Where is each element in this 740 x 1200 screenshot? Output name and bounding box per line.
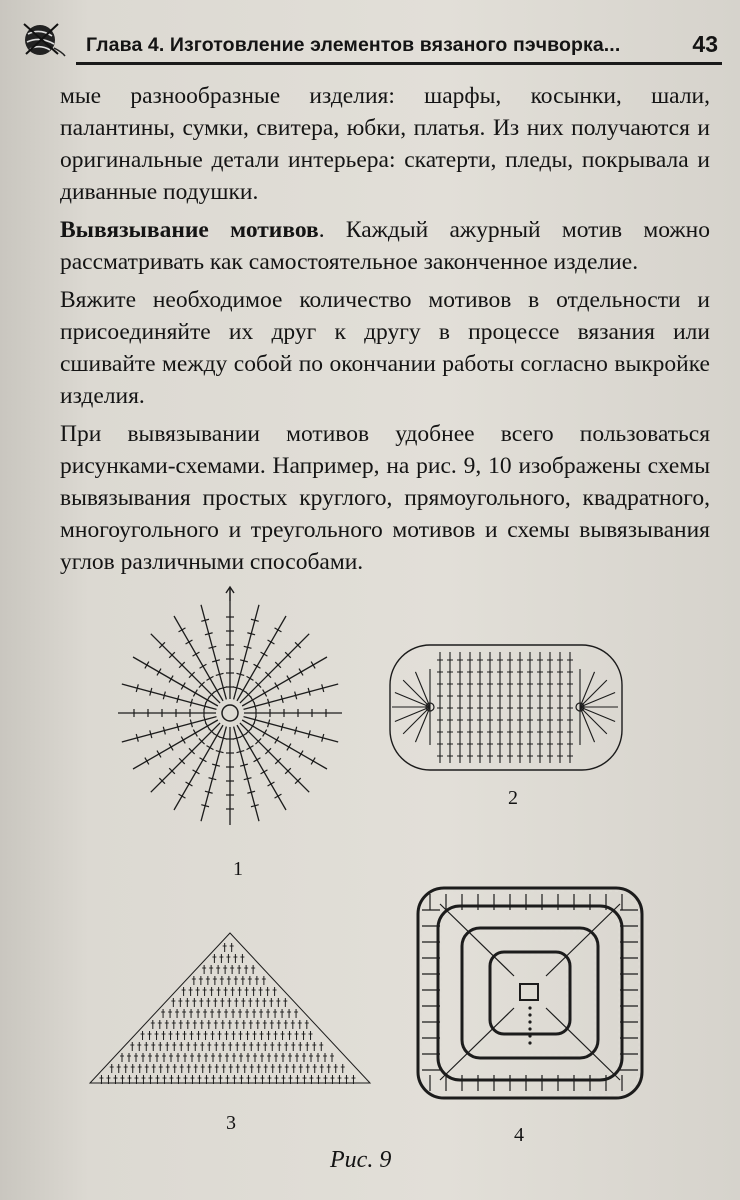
paragraph-1: мые разнообразные изделия: шарфы, косынки, шали, палантины, сумки, свитера, юбки, платья. Из них получаются и оригинальные детали интерьера: скатерти, пледы, покрывала и диванные подушки. <box>60 83 710 205</box>
figure-caption: Рис. 9 <box>330 1147 392 1173</box>
yarn-ball-icon <box>18 18 66 58</box>
body-text <box>60 80 710 578</box>
figure-label-2: 2 <box>508 787 518 809</box>
header-rule <box>76 62 722 65</box>
paragraph-2 <box>60 214 710 278</box>
triangle-motif-diagram <box>80 915 380 1095</box>
figure-label-4: 4 <box>514 1124 524 1146</box>
square-motif-diagram <box>410 880 650 1105</box>
paragraph-4: При вывязывании мотивов удобнее всего пользоваться рисунками-схемами. Например, на рис. 9, 10 изображены схемы вывязывания простых круглого, прямоугольного, квадратного, многоугольного и треугольного мотивов и схемы вывязывания углов различными способами. <box>60 421 710 575</box>
paragraph-3: Вяжите необходимое количество мотивов в отдельности и присоединяйте их друг к другу в процессе вязания или сшивайте между собой по окончании работы согласно выкройке изделия. <box>60 287 710 409</box>
rectangular-motif-diagram <box>385 640 630 775</box>
paragraph-2-heading: Вывязывание мотивов <box>60 217 319 243</box>
running-header <box>14 14 726 60</box>
figure-label-1: 1 <box>233 858 243 880</box>
round-motif-diagram <box>105 585 355 835</box>
chapter-title: Глава 4. Изготовление элементов вязаного пэчворка... <box>86 34 621 56</box>
page-number: 43 <box>692 31 718 57</box>
figure-label-3: 3 <box>226 1112 236 1134</box>
paragraph-2-text: . Каждый ажурный мотив можно рассматривать как самостоятельное законченное изделие. <box>60 217 710 275</box>
